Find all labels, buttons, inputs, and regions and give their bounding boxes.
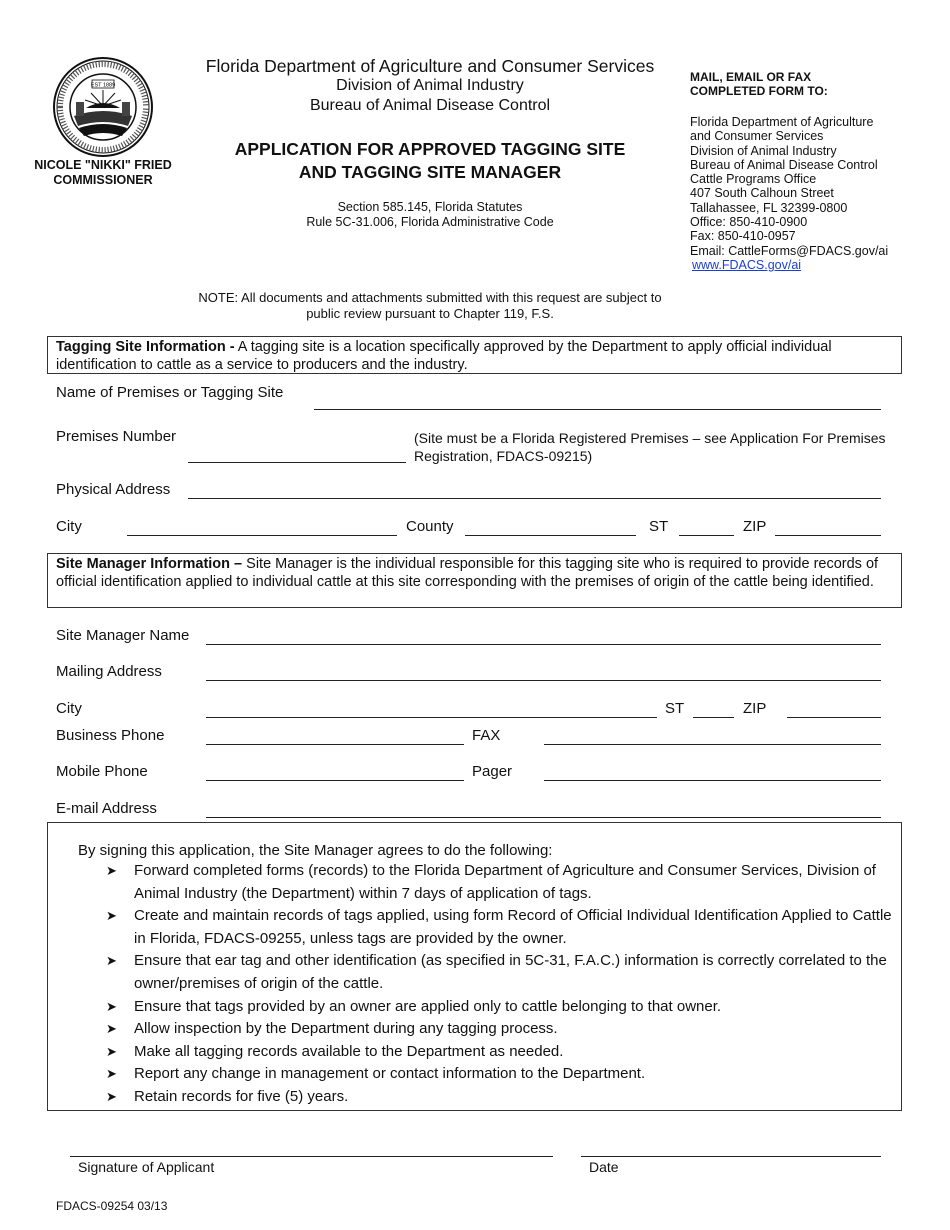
site-county-field[interactable] bbox=[465, 535, 636, 536]
arrow-bullet-icon: ➤ bbox=[106, 1043, 117, 1059]
premises-note-line1: (Site must be a Florida Registered Premises – see Application For Premises bbox=[414, 430, 886, 446]
date-label: Date bbox=[589, 1159, 619, 1175]
agreement-item bbox=[104, 996, 894, 1019]
mail-to-line: Fax: 850-410-0957 bbox=[690, 229, 796, 244]
agreement-item-text: Allow inspection by the Department during any tagging process. bbox=[134, 1020, 558, 1038]
site-zip-field[interactable] bbox=[775, 535, 881, 536]
arrow-bullet-icon: ➤ bbox=[106, 1066, 117, 1082]
agency-seal bbox=[52, 56, 154, 158]
business-phone-field[interactable] bbox=[206, 744, 464, 745]
mail-to-line: Office: 850-410-0900 bbox=[690, 215, 808, 230]
mail-to-line: Florida Department of Agriculture bbox=[690, 115, 874, 129]
agreement-item-text: Report any change in management or contact information to the Department. bbox=[134, 1065, 646, 1083]
site-st-field[interactable] bbox=[679, 535, 734, 536]
mailing-address-label: Mailing Address bbox=[56, 663, 162, 680]
manager-city-label: City bbox=[56, 700, 82, 717]
agreement-item bbox=[104, 1063, 894, 1086]
arrow-bullet-icon: ➤ bbox=[106, 908, 117, 924]
site-city-label: City bbox=[56, 518, 82, 535]
premises-number-label: Premises Number bbox=[56, 428, 177, 445]
mailing-address-field[interactable] bbox=[206, 680, 881, 681]
agreement-item bbox=[104, 905, 894, 950]
seal-established: EST 1889 bbox=[90, 82, 116, 89]
mail-to-heading-line2: COMPLETED FORM TO: bbox=[690, 84, 828, 98]
mail-to-heading bbox=[690, 70, 828, 98]
premises-name-field[interactable] bbox=[314, 409, 881, 410]
note-line2: public review pursuant to Chapter 119, F.S. bbox=[306, 305, 554, 321]
fax-field[interactable] bbox=[544, 744, 881, 745]
manager-zip-label: ZIP bbox=[743, 700, 767, 717]
agreement-item-text: Forward completed forms (records) to the Florida Department of Agriculture and Consumer Services, Division of Animal Industry (the Department) within 7 days of application of tags. bbox=[134, 862, 876, 902]
manager-st-label: ST bbox=[665, 700, 685, 717]
physical-address-label: Physical Address bbox=[56, 481, 171, 498]
agreement-item bbox=[104, 1018, 894, 1041]
arrow-bullet-icon: ➤ bbox=[106, 1021, 117, 1037]
form-title-line2: AND TAGGING SITE MANAGER bbox=[298, 162, 562, 182]
email-address-label: E-mail Address bbox=[56, 800, 157, 817]
business-phone-label: Business Phone bbox=[56, 727, 165, 744]
pager-label: Pager bbox=[472, 763, 513, 780]
signature-label: Signature of Applicant bbox=[78, 1159, 215, 1175]
tagging-site-description: A tagging site is a location specifically approved by the Department to apply official individual identification to cattle as a service to producers and the industry. bbox=[56, 339, 832, 373]
manager-city-field[interactable] bbox=[206, 717, 657, 718]
pager-field[interactable] bbox=[544, 780, 881, 781]
mail-to-line: and Consumer Services bbox=[690, 129, 824, 144]
site-manager-info-box bbox=[47, 553, 902, 608]
agreement-item bbox=[104, 860, 894, 905]
site-manager-name-label: Site Manager Name bbox=[56, 627, 190, 644]
form-title-line1: APPLICATION FOR APPROVED TAGGING SITE bbox=[234, 139, 626, 159]
mail-to-line: 407 South Calhoun Street bbox=[690, 186, 834, 201]
arrow-bullet-icon: ➤ bbox=[106, 998, 117, 1014]
email-address-field[interactable] bbox=[206, 817, 881, 818]
mail-to-heading-line1: MAIL, EMAIL OR FAX bbox=[690, 70, 812, 84]
arrow-bullet-icon: ➤ bbox=[106, 863, 117, 878]
statute-rule: Rule 5C-31.006, Florida Administrative Code bbox=[306, 215, 554, 229]
public-records-note bbox=[160, 290, 700, 321]
site-manager-name-field[interactable] bbox=[206, 644, 881, 645]
agreement-item bbox=[104, 950, 894, 995]
agreement-item-text: Ensure that ear tag and other identification (as specified in 5C-31, F.A.C.) information is correctly correlated to the owner/premises of origin of the cattle. bbox=[134, 952, 887, 992]
seal-icon bbox=[52, 56, 154, 158]
date-field[interactable] bbox=[581, 1156, 881, 1157]
site-manager-info-text bbox=[48, 554, 901, 591]
signature-field[interactable] bbox=[70, 1156, 553, 1157]
physical-address-field[interactable] bbox=[188, 498, 881, 499]
mail-to-line: Bureau of Animal Disease Control bbox=[690, 157, 878, 172]
commissioner-name: NICOLE "NIKKI" FRIED bbox=[34, 158, 172, 172]
agency-division: Division of Animal Industry bbox=[336, 77, 524, 94]
mail-to-line: Tallahassee, FL 32399-0800 bbox=[690, 200, 848, 215]
site-zip-label: ZIP bbox=[743, 518, 767, 535]
premises-registration-note bbox=[414, 429, 886, 465]
site-manager-heading: Site Manager Information – bbox=[56, 556, 243, 572]
agency-header bbox=[182, 56, 678, 116]
agreement-list bbox=[104, 860, 894, 1109]
agreement-item bbox=[104, 1041, 894, 1064]
tagging-site-info-box bbox=[47, 336, 902, 374]
arrow-bullet-icon: ➤ bbox=[106, 953, 117, 969]
agreement-item-text: Ensure that tags provided by an owner are applied only to cattle belonging to that owner. bbox=[134, 997, 722, 1015]
form-title bbox=[182, 138, 678, 184]
agreement-item-text: Create and maintain records of tags applied, using form Record of Official Individual Identification Applied to Cattle in Florida, FDACS-09255, unless tags are provided by the owner. bbox=[134, 907, 892, 947]
mail-to-address bbox=[690, 115, 888, 272]
site-county-label: County bbox=[406, 518, 454, 535]
site-manager-description: Site Manager is the individual responsible for this tagging site who is required to provide records of official identification applied to individual cattle at this site corresponding with the premises of origin of the cattle being identified. bbox=[56, 556, 879, 590]
premises-number-field[interactable] bbox=[188, 462, 406, 463]
fax-label: FAX bbox=[472, 727, 501, 744]
manager-st-field[interactable] bbox=[693, 717, 734, 718]
premises-name-label: Name of Premises or Tagging Site bbox=[56, 384, 284, 401]
mail-to-line: Email: CattleForms@FDACS.gov/ai bbox=[690, 243, 889, 258]
agency-name: Florida Department of Agriculture and Consumer Services bbox=[205, 56, 655, 76]
manager-zip-field[interactable] bbox=[787, 717, 881, 718]
arrow-bullet-icon: ➤ bbox=[106, 1088, 117, 1104]
mail-to-line: Division of Animal Industry bbox=[690, 143, 837, 158]
agency-bureau: Bureau of Animal Disease Control bbox=[309, 97, 551, 114]
tagging-site-heading: Tagging Site Information - bbox=[56, 339, 235, 355]
tagging-site-info-text bbox=[48, 337, 901, 374]
site-city-field[interactable] bbox=[127, 535, 397, 536]
commissioner-title: COMMISSIONER bbox=[53, 173, 153, 187]
agreement-item-text: Make all tagging records available to the Department as needed. bbox=[134, 1042, 564, 1060]
mobile-phone-field[interactable] bbox=[206, 780, 464, 781]
mobile-phone-label: Mobile Phone bbox=[56, 763, 148, 780]
note-line1: NOTE: All documents and attachments submitted with this request are subject to bbox=[198, 290, 662, 305]
agreement-intro: By signing this application, the Site Manager agrees to do the following: bbox=[78, 842, 553, 859]
statutes bbox=[182, 200, 678, 230]
agreement-item-text: Retain records for five (5) years. bbox=[134, 1087, 349, 1105]
form-number: FDACS-09254 03/13 bbox=[56, 1199, 168, 1213]
commissioner-block bbox=[20, 158, 186, 188]
statute-section: Section 585.145, Florida Statutes bbox=[337, 200, 523, 214]
agreement-item bbox=[104, 1086, 894, 1109]
premises-note-line2: Registration, FDACS-09215) bbox=[414, 448, 593, 464]
site-st-label: ST bbox=[649, 518, 669, 535]
mail-to-line: Cattle Programs Office bbox=[690, 172, 817, 187]
website-link[interactable]: www.FDACS.gov/ai bbox=[692, 257, 802, 272]
